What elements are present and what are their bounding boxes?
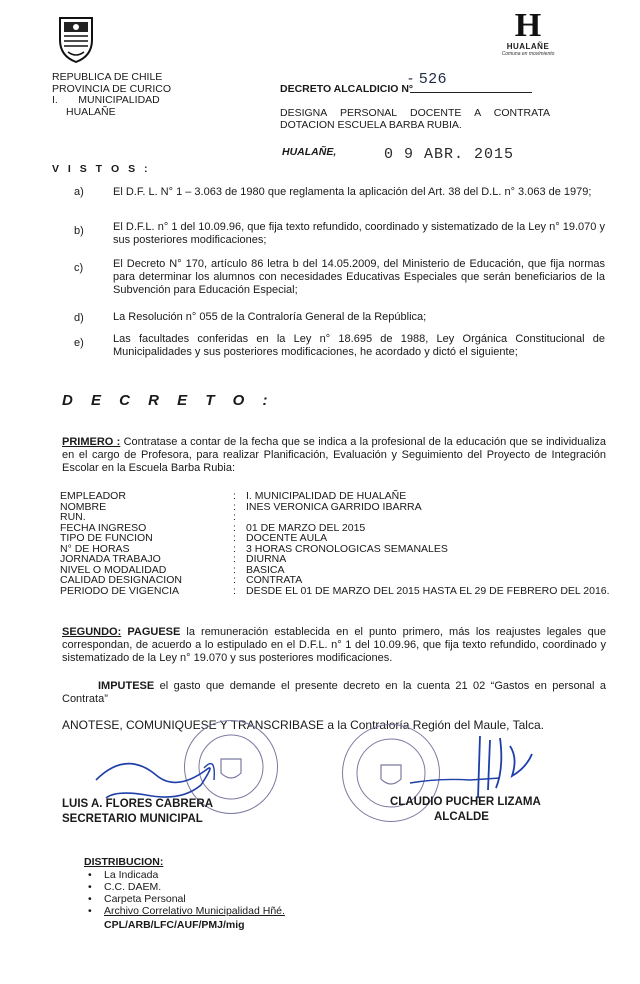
list-item: • Carpeta Personal [84, 893, 285, 905]
list-item: • La Indicada [84, 869, 285, 881]
detail-value: 3 HORAS CRONOLOGICAS SEMANALES [246, 542, 448, 555]
vistos-label: d) [74, 312, 84, 324]
primero-label: PRIMERO : [62, 436, 121, 448]
vistos-text: El D.F.L. n° 1 del 10.09.96, que fija texto refundido, coordinado y sistematizado de la Ley n° 19.070 y sus posteriores modificaciones; [113, 221, 605, 246]
detail-row: TIPO DE FUNCION : DOCENTE AULA [60, 532, 328, 544]
detail-row: RUN. : [60, 511, 236, 523]
imputese-paragraph [62, 680, 606, 706]
header-line: HUALAÑE [66, 105, 116, 118]
list-item: • Archivo Correlativo Municipalidad Hñé. [84, 905, 285, 917]
vistos-label: c) [74, 262, 84, 274]
header-line: I. MUNICIPALIDAD [52, 94, 160, 106]
detail-value: DESDE EL 01 DE MARZO DEL 2015 HASTA EL 29 DE FEBRERO DEL 2016. [246, 584, 610, 597]
decree-number-line [410, 92, 532, 93]
issuer-header [52, 72, 232, 118]
vistos-text: El Decreto N° 170, artículo 86 letra b del 14.05.2009, del Ministerio de Educación, que fija normas para determinar los alumnos con necesidades Educativas Especiales que serán beneficiarios de la Subvención para Educación Especial; [113, 258, 605, 296]
detail-value: INES VERONICA GARRIDO IBARRA [246, 500, 422, 513]
vistos-text: La Resolución n° 055 de la Contraloría General de la República; [113, 311, 427, 323]
vistos-label: b) [74, 225, 84, 237]
detail-key: CALIDAD DESIGNACION [60, 574, 182, 586]
distribution-title: DISTRIBUCION: [84, 856, 164, 868]
vistos-label: a) [74, 186, 84, 198]
detail-row: EMPLEADOR : I. MUNICIPALIDAD DE HUALAÑE [60, 490, 407, 502]
detail-key: RUN. [60, 511, 86, 523]
detail-key: FECHA INGRESO [60, 521, 147, 534]
decree-place: HUALAÑE, [282, 146, 337, 158]
list-item: • C.C. DAEM. [84, 881, 285, 893]
detail-row: NOMBRE : INES VERONICA GARRIDO IBARRA [60, 500, 422, 513]
detail-row: N° DE HORAS : 3 HORAS CRONOLOGICAS SEMANALES [60, 542, 448, 555]
signatory-left-role: SECRETARIO MUNICIPAL [62, 813, 203, 825]
header-line: REPUBLICA DE CHILE [52, 71, 163, 83]
signatory-right-name: CLAUDIO PUCHER LIZAMA [390, 796, 541, 808]
distribution-list [84, 869, 285, 917]
typist-initials: CPL/ARB/LFC/AUF/PMJ/mig [104, 919, 245, 931]
detail-key: NOMBRE [60, 500, 107, 513]
decree-number: - 526 [408, 70, 448, 87]
detail-key: EMPLEADOR [60, 490, 126, 502]
imputese-label: IMPUTESE [98, 680, 155, 692]
detail-key: N° DE HORAS [60, 542, 130, 555]
decree-title: DECRETO ALCALDICIO N° [280, 83, 414, 95]
detail-value: I. MUNICIPALIDAD DE HUALAÑE [246, 490, 407, 502]
vistos-text: El D.F. L. N° 1 – 3.063 de 1980 que reglamenta la aplicación del Art. 38 del D.L. n° 3.063 de 1979; [113, 186, 592, 198]
decree-subject: DESIGNA PERSONAL DOCENTE A CONTRATA DOTACION ESCUELA BARBA RUBIA. [280, 107, 550, 131]
vistos-title: V I S T O S : [52, 163, 151, 175]
detail-key: NIVEL O MODALIDAD [60, 563, 167, 576]
decreto-title: D E C R E T O : [62, 392, 275, 409]
detail-value: 01 DE MARZO DEL 2015 [246, 521, 366, 534]
detail-value: DOCENTE AULA [246, 532, 328, 544]
segundo-bold: PAGUESE [121, 626, 181, 638]
vistos-label: e) [74, 337, 84, 349]
signatory-left [62, 797, 213, 827]
date-stamp: 0 9 ABR. 2015 [384, 146, 515, 163]
primero-paragraph [62, 436, 606, 475]
logo-mark: H [514, 7, 542, 44]
signatory-right [390, 795, 541, 825]
detail-key: JORNADA TRABAJO [60, 553, 161, 565]
detail-row: PERIODO DE VIGENCIA : DESDE EL 01 DE MARZO DEL 2015 HASTA EL 29 DE FEBRERO DEL 2016. [60, 584, 610, 597]
detail-value: CONTRATA [246, 574, 303, 586]
logo-name: HUALAÑE [506, 42, 550, 51]
primero-text: Contratase a contar de la fecha que se indica a la profesional de la educación que se individualiza en el cargo de Profesora, para realizar Planificación, Evaluación y Seguimiento del Proyecto de Integración Escolar en la Escuela Barba Rubia: [62, 436, 606, 474]
hualane-logo [498, 7, 558, 66]
segundo-label: SEGUNDO: [62, 626, 122, 638]
vistos-text: Las facultades conferidas en la Ley n° 18.695 de 1988, Ley Orgánica Constitucional de Municipalidades y sus posteriores modificaciones, he acordado y dictó el siguiente; [113, 333, 605, 358]
detail-row: NIVEL O MODALIDAD : BASICA [60, 563, 285, 576]
anotese-line: ANOTESE, COMUNIQUESE Y TRANSCRIBASE a la Contraloría Región del Maule, Talca. [62, 718, 544, 732]
logo-slogan: Comuna en movimiento [501, 51, 555, 57]
detail-row: CALIDAD DESIGNACION : CONTRATA [60, 574, 303, 586]
segundo-text: la remuneración establecida en el punto primero, más los reajustes legales que correspondan, de acuerdo a lo estipulado en el D.F.L. n° 1 del 10.09.96, que fija texto refundido, coordinado y sistematizado de la Ley n° 19.070 y sus posteriores modificaciones. [62, 626, 606, 664]
segundo-paragraph [62, 626, 606, 665]
coat-of-arms-icon [56, 14, 96, 64]
detail-key: PERIODO DE VIGENCIA [60, 584, 180, 597]
signatory-left-name: LUIS A. FLORES CABRERA [62, 798, 213, 810]
detail-row: FECHA INGRESO : 01 DE MARZO DEL 2015 [60, 521, 366, 534]
header-line: PROVINCIA DE CURICO [52, 82, 172, 95]
detail-value: DIURNA [246, 553, 287, 565]
imputese-text: el gasto que demande el presente decreto en la cuenta 21 02 “Gastos en personal a Contrata” [62, 680, 606, 705]
signatory-right-role: ALCALDE [434, 811, 489, 823]
employee-details [60, 491, 640, 596]
detail-row: JORNADA TRABAJO : DIURNA [60, 553, 287, 565]
detail-value: BASICA [246, 563, 285, 576]
detail-key: TIPO DE FUNCION [60, 532, 153, 544]
